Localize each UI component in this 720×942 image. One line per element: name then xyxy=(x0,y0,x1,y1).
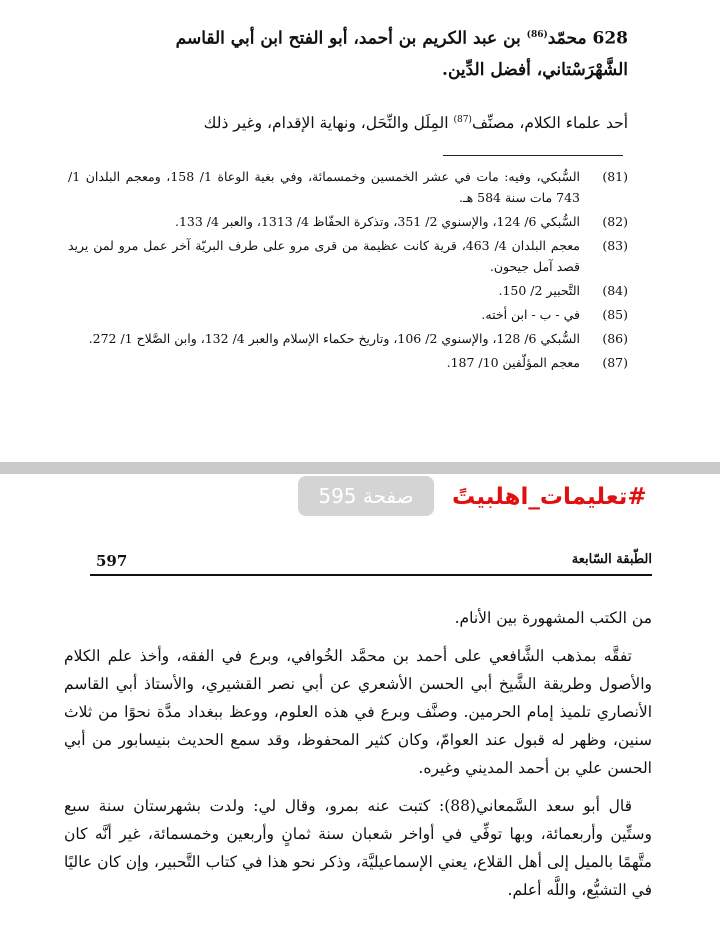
paragraph: من الكتب المشهورة بين الأنام. xyxy=(454,609,652,627)
footnote-text: السُّبكي، وفيه: مات في عشر الخمسين وخمسمائة، وفي بغية الوعاة 1/ 158، ومعجم البلدان 1/ 743 مات سنة 584 هـ. xyxy=(68,169,581,205)
paragraph: تفقَّه بمذهب الشَّافعي على أحمد بن محمَّد الخُوافي، وبرع في الفقه، وأخذ علم الكلام والأصول وطريقة الشَّيخ أبي الحسن الأشعري عن أبي نصر القشيري، والأستاذ أبي القاسم الأنصاري تلميذ إمام الحرمين. وصنَّف وبرع في هذه العلوم، ووعظ ببغداد مدَّة نحوًا من ثلاث سنين، وظهر له قبول عند العوامّ، وكان كثير المحفوظ، وقد سمع الحديث بنيسابور من أبي الحسن علي بن أحمد المديني وغيره. xyxy=(64,647,652,777)
entry-number: 628 xyxy=(592,28,628,49)
top-page xyxy=(0,0,720,462)
footnote-item xyxy=(68,304,628,325)
footnote-text: في - ب - ابن أخته. xyxy=(481,307,580,322)
body-suffix: المِلَل والنِّحَل، ونهاية الإقدام، وغير ذلك xyxy=(203,114,449,133)
footnote-number: (85) xyxy=(602,307,628,322)
footnote-number: (82) xyxy=(602,214,628,229)
running-title: الطّبقة السّابعة xyxy=(571,552,652,567)
footnote-separator xyxy=(443,155,623,156)
footnote-ref-86: (86) xyxy=(526,30,548,40)
footnote-number: (84) xyxy=(602,283,628,298)
footnotes-list xyxy=(68,166,628,376)
footnote-ref-87: (87) xyxy=(453,115,472,125)
entry-name: محمّد xyxy=(547,28,587,49)
running-header xyxy=(90,552,652,576)
bottom-page xyxy=(0,522,720,942)
body-prefix: أحد علماء الكلام، مصنِّف xyxy=(471,114,628,133)
footnote-item xyxy=(68,166,628,208)
footnote-item xyxy=(68,328,628,349)
page-number: 597 xyxy=(96,552,128,570)
footnote-text: السُّبكي 6/ 124، والإسنوي 2/ 351، وتذكرة الحفّاظ 4/ 1313، والعبر 4/ 133. xyxy=(174,214,580,229)
footnote-item xyxy=(68,352,628,373)
footnote-text: معجم المؤلّفين 10/ 187. xyxy=(446,355,580,370)
entry-body-text xyxy=(68,106,628,137)
hashtag-watermark[interactable]: #تعليمات_اهلبيتً xyxy=(452,484,647,510)
paragraph: قال أبو سعد السَّمعاني(88): كتبت عنه بمرو، وقال لي: ولدت بشهرستان سنة سبع وستِّين وأربعمائة، وبها توفِّي في أواخر شعبان سنة ثمانٍ وأربعين وخمسمائة، غير أنَّه كان متَّهمًا بالميل إلى أهل القلاع، يعني الإسماعيليَّة، وذكر نحو هذا في كتاب التَّحبير، وإن كان عاليًا في التشيُّع، واللَّه أعلم. xyxy=(64,797,652,899)
footnote-text: معجم البلدان 4/ 463، قرية كانت عظيمة من قرى مرو على طرف البريّة آخر عمل مرو لمن يريد قصد آمل جيحون. xyxy=(68,238,581,274)
entry-heading-line2: الشَّهْرَسْتاني، أفضل الدِّين. xyxy=(442,59,628,80)
footnote-number: (86) xyxy=(602,331,628,346)
page-body-text xyxy=(64,604,652,914)
page-divider xyxy=(0,462,720,474)
footnote-text: التَّحبير 2/ 150. xyxy=(498,283,580,298)
biography-entry-heading xyxy=(88,20,628,86)
footnote-item xyxy=(68,235,628,277)
footnote-item xyxy=(68,211,628,232)
footnote-number: (81) xyxy=(602,169,628,184)
entry-heading-line1: بن عبد الكريم بن أحمد، أبو الفتح ابن أبي القاسم xyxy=(175,28,521,49)
page-number-badge: صفحة 595 xyxy=(298,476,434,516)
footnote-text: السُّبكي 6/ 128، والإسنوي 2/ 106، وتاريخ حكماء الإسلام والعبر 4/ 132، وابن الصَّلاح 1/ 272. xyxy=(88,331,580,346)
footnote-number: (83) xyxy=(602,238,628,253)
footnote-number: (87) xyxy=(602,355,628,370)
footnote-item xyxy=(68,280,628,301)
page-banner xyxy=(0,474,720,522)
